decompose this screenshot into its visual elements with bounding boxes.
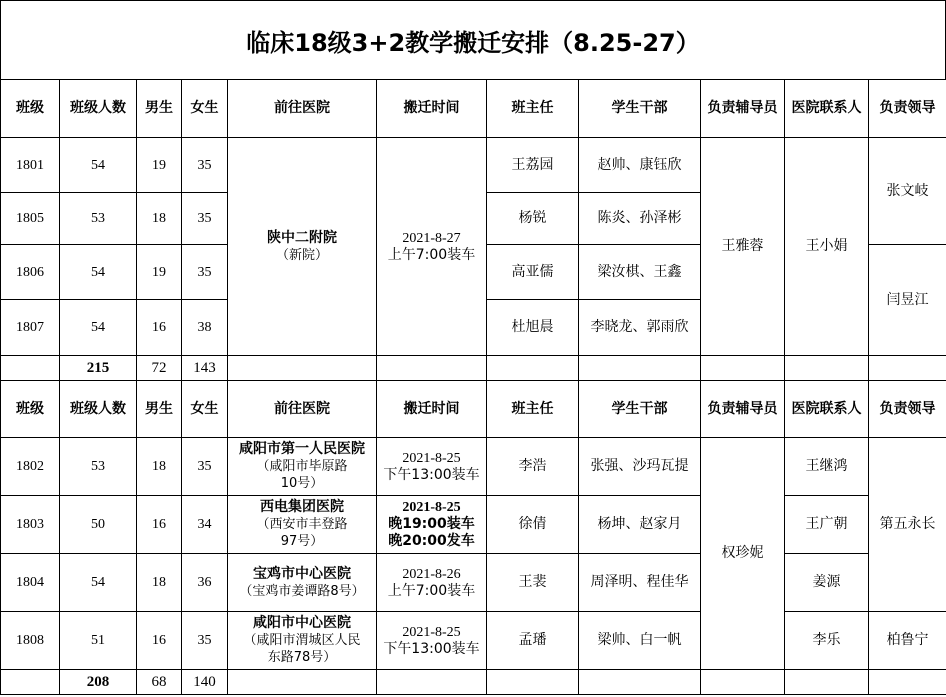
total-count: 208 bbox=[60, 670, 137, 695]
header-cell: 负责辅导员 bbox=[701, 80, 785, 138]
leader-cell: 第五永长 bbox=[869, 438, 946, 612]
empty-cell bbox=[1, 670, 60, 695]
header-cell: 前往医院 bbox=[228, 80, 377, 138]
hospital-cell bbox=[228, 438, 377, 496]
male-cell: 18 bbox=[137, 438, 182, 496]
header-row bbox=[1, 80, 946, 138]
male-cell: 19 bbox=[137, 245, 182, 300]
hospital-sub: （咸阳市渭城区人民 bbox=[243, 633, 361, 648]
hospital-name: 陕中二附院 bbox=[267, 229, 337, 246]
count-cell: 53 bbox=[60, 438, 137, 496]
header-cell: 负责领导 bbox=[869, 381, 946, 438]
class-cell: 1807 bbox=[1, 300, 60, 356]
empty-cell bbox=[785, 356, 869, 381]
empty-cell bbox=[228, 670, 377, 695]
count-cell: 53 bbox=[60, 193, 137, 245]
time-date: 2021-8-26 bbox=[402, 566, 461, 582]
teacher-cell: 杜旭晨 bbox=[487, 300, 579, 356]
total-female: 143 bbox=[182, 356, 228, 381]
contact-cell: 王继鸿 bbox=[785, 438, 869, 496]
header-cell: 医院联系人 bbox=[785, 80, 869, 138]
teacher-cell: 王裴 bbox=[487, 554, 579, 612]
count-cell: 54 bbox=[60, 245, 137, 300]
empty-cell bbox=[1, 356, 60, 381]
header-cell: 学生干部 bbox=[579, 381, 701, 438]
schedule-table bbox=[0, 79, 946, 695]
count-cell: 54 bbox=[60, 554, 137, 612]
teacher-cell: 孟璠 bbox=[487, 612, 579, 670]
hospital-sub: （咸阳市毕原路 bbox=[256, 459, 348, 474]
contact-cell: 王广朝 bbox=[785, 496, 869, 554]
female-cell: 35 bbox=[182, 193, 228, 245]
teacher-cell: 杨锐 bbox=[487, 193, 579, 245]
female-cell: 36 bbox=[182, 554, 228, 612]
cadres-cell: 赵帅、康钰欣 bbox=[579, 138, 701, 193]
hospital-name: 宝鸡市中心医院 bbox=[253, 565, 351, 582]
header-cell: 女生 bbox=[182, 80, 228, 138]
time-date: 2021-8-25 bbox=[402, 500, 461, 515]
header-row bbox=[1, 381, 946, 438]
header-cell: 负责辅导员 bbox=[701, 381, 785, 438]
male-cell: 16 bbox=[137, 300, 182, 356]
time-cell bbox=[377, 138, 487, 356]
header-cell: 班主任 bbox=[487, 80, 579, 138]
leader-cell: 张文岐 bbox=[869, 138, 946, 245]
class-cell: 1808 bbox=[1, 612, 60, 670]
female-cell: 35 bbox=[182, 138, 228, 193]
time-detail: 晚20:00发车 bbox=[388, 533, 475, 549]
total-count: 215 bbox=[60, 356, 137, 381]
count-cell: 54 bbox=[60, 300, 137, 356]
female-cell: 35 bbox=[182, 612, 228, 670]
empty-cell bbox=[228, 356, 377, 381]
male-cell: 18 bbox=[137, 193, 182, 245]
header-cell: 班级 bbox=[1, 381, 60, 438]
time-cell bbox=[377, 496, 487, 554]
empty-cell bbox=[701, 356, 785, 381]
leader-cell: 闫昱江 bbox=[869, 245, 946, 356]
table-row bbox=[1, 496, 946, 554]
header-cell: 女生 bbox=[182, 381, 228, 438]
empty-cell bbox=[377, 356, 487, 381]
class-cell: 1802 bbox=[1, 438, 60, 496]
count-cell: 51 bbox=[60, 612, 137, 670]
hospital-name: 咸阳市中心医院 bbox=[253, 615, 351, 631]
contact-cell: 姜源 bbox=[785, 554, 869, 612]
hospital-cell bbox=[228, 496, 377, 554]
total-female: 140 bbox=[182, 670, 228, 695]
hospital-cell bbox=[228, 554, 377, 612]
count-cell: 54 bbox=[60, 138, 137, 193]
header-cell: 班级人数 bbox=[60, 381, 137, 438]
count-cell: 50 bbox=[60, 496, 137, 554]
empty-cell bbox=[487, 670, 579, 695]
time-date: 2021-8-25 bbox=[402, 450, 461, 466]
teacher-cell: 李浩 bbox=[487, 438, 579, 496]
class-cell: 1803 bbox=[1, 496, 60, 554]
time-cell bbox=[377, 554, 487, 612]
time-detail: 晚19:00装车 bbox=[388, 516, 475, 532]
class-cell: 1806 bbox=[1, 245, 60, 300]
header-cell: 负责领导 bbox=[869, 80, 946, 138]
hospital-name: 西电集团医院 bbox=[260, 499, 344, 515]
time-cell bbox=[377, 438, 487, 496]
time-date: 2021-8-27 bbox=[402, 230, 461, 246]
table-row bbox=[1, 138, 946, 193]
hospital-sub: （新院） bbox=[275, 247, 328, 263]
empty-cell bbox=[579, 670, 701, 695]
male-cell: 19 bbox=[137, 138, 182, 193]
male-cell: 18 bbox=[137, 554, 182, 612]
male-cell: 16 bbox=[137, 612, 182, 670]
time-detail: 上午7:00装车 bbox=[387, 246, 476, 263]
header-cell: 搬迁时间 bbox=[377, 381, 487, 438]
counselor-cell: 王雅蓉 bbox=[701, 138, 785, 356]
hospital-cell bbox=[228, 138, 377, 356]
hospital-sub: （西安市丰登路 bbox=[256, 517, 348, 532]
female-cell: 35 bbox=[182, 438, 228, 496]
hospital-sub: 97号） bbox=[280, 534, 324, 549]
hospital-name: 咸阳市第一人民医院 bbox=[239, 441, 365, 457]
teacher-cell: 王荔园 bbox=[487, 138, 579, 193]
hospital-sub: （宝鸡市姜谭路8号） bbox=[239, 583, 365, 599]
time-date: 2021-8-25 bbox=[402, 624, 461, 640]
cadres-cell: 梁帅、白一帆 bbox=[579, 612, 701, 670]
teacher-cell: 高亚儒 bbox=[487, 245, 579, 300]
cadres-cell: 周泽明、程佳华 bbox=[579, 554, 701, 612]
counselor-cell: 权珍妮 bbox=[701, 438, 785, 670]
time-detail: 上午7:00装车 bbox=[387, 582, 476, 599]
female-cell: 38 bbox=[182, 300, 228, 356]
empty-cell bbox=[785, 670, 869, 695]
table-row bbox=[1, 612, 946, 670]
cadres-cell: 杨坤、赵家月 bbox=[579, 496, 701, 554]
header-cell: 班级人数 bbox=[60, 80, 137, 138]
empty-cell bbox=[377, 670, 487, 695]
header-cell: 班主任 bbox=[487, 381, 579, 438]
empty-cell bbox=[869, 356, 946, 381]
total-male: 72 bbox=[137, 356, 182, 381]
hospital-sub: 10号） bbox=[280, 476, 324, 491]
totals-row bbox=[1, 356, 946, 381]
female-cell: 34 bbox=[182, 496, 228, 554]
cadres-cell: 梁汝棋、王鑫 bbox=[579, 245, 701, 300]
teacher-cell: 徐倩 bbox=[487, 496, 579, 554]
leader-cell: 柏鲁宁 bbox=[869, 612, 946, 670]
empty-cell bbox=[701, 670, 785, 695]
empty-cell bbox=[579, 356, 701, 381]
cadres-cell: 张强、沙玛瓦提 bbox=[579, 438, 701, 496]
empty-cell bbox=[869, 670, 946, 695]
header-cell: 男生 bbox=[137, 381, 182, 438]
header-cell: 搬迁时间 bbox=[377, 80, 487, 138]
male-cell: 16 bbox=[137, 496, 182, 554]
totals-row bbox=[1, 670, 946, 695]
class-cell: 1805 bbox=[1, 193, 60, 245]
class-cell: 1804 bbox=[1, 554, 60, 612]
cadres-cell: 李晓龙、郭雨欣 bbox=[579, 300, 701, 356]
time-detail: 下午13:00装车 bbox=[383, 640, 480, 657]
header-cell: 男生 bbox=[137, 80, 182, 138]
time-detail: 下午13:00装车 bbox=[383, 466, 480, 483]
table-row bbox=[1, 554, 946, 612]
total-male: 68 bbox=[137, 670, 182, 695]
contact-cell: 王小娟 bbox=[785, 138, 869, 356]
empty-cell bbox=[487, 356, 579, 381]
time-cell bbox=[377, 612, 487, 670]
table-row bbox=[1, 438, 946, 496]
sheet-title: 临床18级3+2教学搬迁安排（8.25-27） bbox=[0, 0, 946, 80]
female-cell: 35 bbox=[182, 245, 228, 300]
header-cell: 医院联系人 bbox=[785, 381, 869, 438]
hospital-cell bbox=[228, 612, 377, 670]
cadres-cell: 陈炎、孙泽彬 bbox=[579, 193, 701, 245]
header-cell: 学生干部 bbox=[579, 80, 701, 138]
contact-cell: 李乐 bbox=[785, 612, 869, 670]
header-cell: 班级 bbox=[1, 80, 60, 138]
header-cell: 前往医院 bbox=[228, 381, 377, 438]
class-cell: 1801 bbox=[1, 138, 60, 193]
hospital-sub: 东路78号） bbox=[267, 650, 337, 665]
